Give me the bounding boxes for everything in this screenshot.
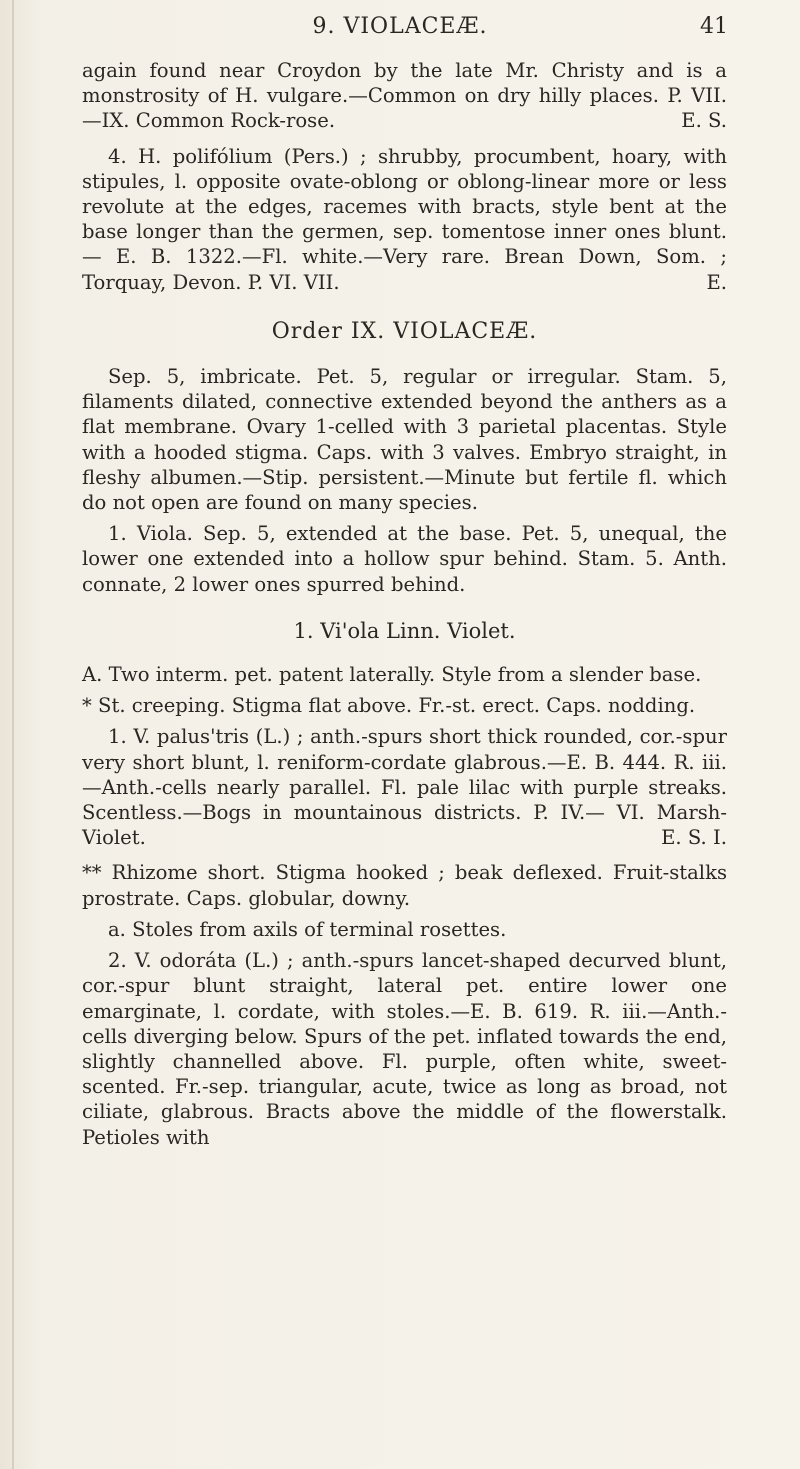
running-head xyxy=(0,10,800,50)
paragraph-helianthemum-polifolium xyxy=(82,144,727,295)
genus-heading: 1. Vi'ola Linn. Violet. xyxy=(293,618,516,643)
paragraph-text: again found near Croydon by the late Mr. Christy and is a monstrosity of H. vulgare.—Common on dry hilly places. P. VII. —IX. Common Rock-rose. xyxy=(82,59,727,133)
spacer xyxy=(82,850,727,860)
running-head-title: 9. VIOLACEÆ. xyxy=(312,14,488,39)
distribution-note: E. xyxy=(706,270,727,294)
distribution-note: E. S. xyxy=(681,109,727,133)
paragraph-subsection-rhizome: ** Rhizome short. Stigma hooked ; beak deflexed. Fruit-stalks prostrate. Caps. globular, downy. xyxy=(82,861,727,910)
page-gutter-line xyxy=(12,0,14,1469)
paragraph-viola-genus-description: 1. Viola. Sep. 5, extended at the base. Pet. 5, unequal, the lower one extended into a hollow spur behind. Stam. 5. Anth. connate, 2 lower ones spurred behind. xyxy=(82,522,727,596)
paragraph-subsection-creeping: * St. creeping. Stigma flat above. Fr.-st. erect. Caps. nodding. xyxy=(82,694,696,718)
paragraph-order-description: Sep. 5, imbricate. Pet. 5, regular or irregular. Stam. 5, filaments dilated, connective extended beyond the anthers as a flat membrane. Ovary 1-celled with 3 parietal placentas. Style with a hooded stigma. Caps. with 3 valves. Embryo straight, in fleshy albumen.—Stip. persistent.—Minute but fertile fl. which do not open are found on many species. xyxy=(82,365,727,515)
page-number: 41 xyxy=(700,14,728,39)
paragraph-text: 4. H. polifólium (Pers.) ; shrubby, procumbent, hoary, with stipules, l. opposite ovate-oblong or oblong-linear more or less revolute at the edges, racemes with bracts, style bent at the base longer than the germen, sep. tomentose inner ones blunt.— E. B. 1322.—Fl. white.—Very rare. Brean Down, Som. ; Torquay, Devon. P. VI. VII. xyxy=(82,144,727,294)
paragraph-section-a: A. Two interm. pet. patent laterally. Style from a slender base. xyxy=(82,663,702,687)
paragraph-rock-rose-end xyxy=(82,58,727,134)
distribution-note: E. S. I. xyxy=(661,826,727,850)
order-heading: Order IX. VIOLACEÆ. xyxy=(271,318,538,344)
body-text xyxy=(82,58,727,1150)
paragraph-text: 1. V. palus'tris (L.) ; anth.-spurs short thick rounded, cor.-spur very short blunt, l. reniform-cordate glabrous.—E. B. 444. R. iii.—Anth.-cells nearly parallel. Fl. pale lilac with purple streaks. Scentless.—Bogs in mountainous districts. P. IV.— VI. Marsh-Violet. xyxy=(82,725,727,850)
paragraph-viola-odorata: 2. V. odoráta (L.) ; anth.-spurs lancet-shaped decurved blunt, cor.-spur blunt straight, lateral pet. entire lower one emarginate, l. cordate, with stoles.—E. B. 619. R. iii.—Anth.-cells diverging below. Spurs of the pet. inflated towards the end, slightly channelled above. Fl. purple, often white, sweet-scented. Fr.-sep. triangular, acute, twice as long as broad, not ciliate, glabrous. Bracts above the middle of the flowerstalk. Petioles with xyxy=(82,949,727,1149)
paragraph-group-a-stoles: a. Stoles from axils of terminal rosettes. xyxy=(108,917,507,941)
spacer xyxy=(82,134,727,144)
paragraph-viola-palustris xyxy=(82,724,727,850)
